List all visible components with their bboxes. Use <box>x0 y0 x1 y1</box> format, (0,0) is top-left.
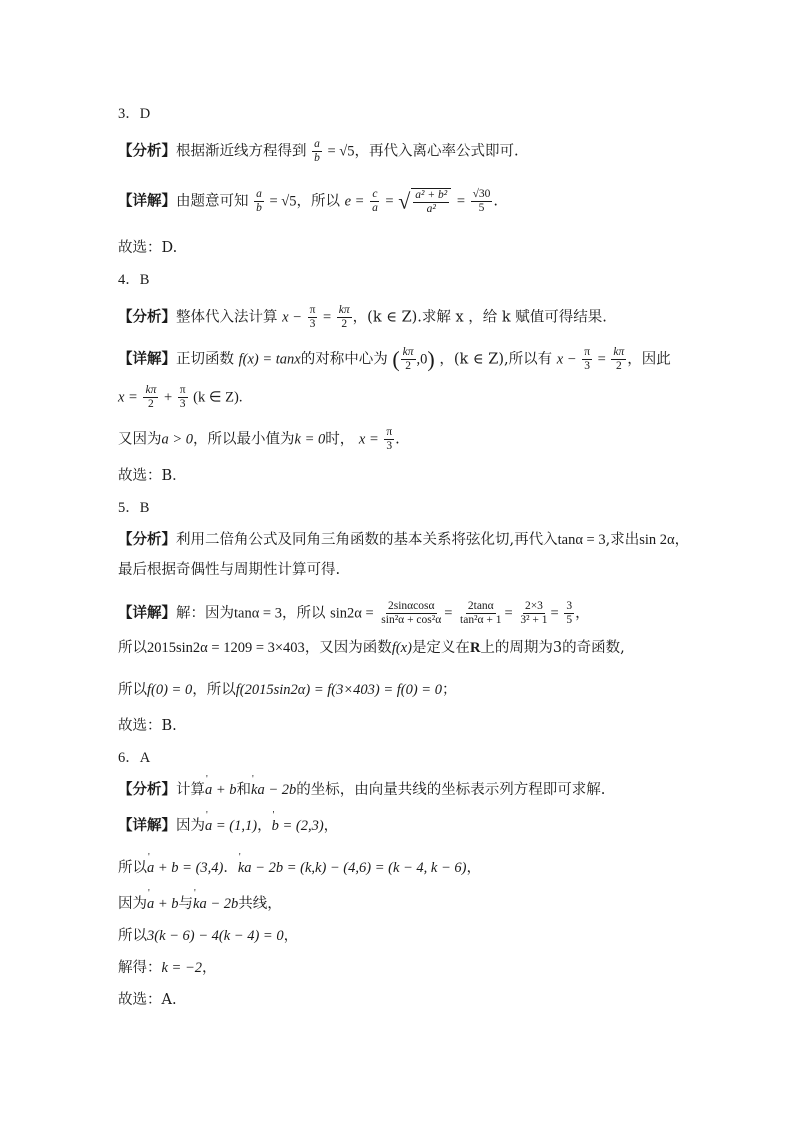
q6-computation: 所以' a + b = (3,4)．' ka − 2b = (k,k) − (4,6) = (k − 4, k − 6)， <box>118 858 481 878</box>
sqrt-radicand: $\frac{\text{a² + b²}}{\text{a²}}$ <box>410 188 452 216</box>
q4-analysis: 【分析】整体代入法计算 x − $\frac{\pi}{3}$ = $\frac{k\pi}{2}$ ，(k ∈ Z).求解 x ，给 k 赋值可得结果. <box>118 304 607 330</box>
q5-analysis-line2: 最后根据奇偶性与周期性计算可得. <box>118 562 341 578</box>
q5-detail: 【详解】解：因为tanα = 3，所以 sin2α = $\frac{2\sin\alpha\cos\alpha}{\text{sin²α + cos²α}}$ = $\frac{2\tan\alpha}{\text{tan²α + 1}}$ = $\frac{2\times 3}{\text{3² + 1}}$ = $\frac{3}{5}$ ， <box>118 600 590 626</box>
q6-collinear: 因为' a + b与' ka − 2b共线， <box>118 894 282 914</box>
q6-detail: 【详解】因为' a = (1,1)，' b = (2,3)， <box>118 816 338 836</box>
q6-analysis: 【分析】计算' a + b和' ka − 2b的坐标，由向量共线的坐标表示列方程即可求解. <box>118 780 605 800</box>
q3-answer: 3．D <box>118 106 151 122</box>
q6-equation: 所以3(k − 6) − 4(k − 4) = 0， <box>118 928 299 944</box>
q3-analysis: 【分析】根据渐近线方程得到 $\frac{a}{b}$ = √5，再代入离心率公式即可. <box>118 138 519 164</box>
q5-analysis: 【分析】利用二倍角公式及同角三角函数的基本关系将弦化切,再代入tanα = 3,求出sin 2α， <box>118 531 690 548</box>
q5-periodic: 所以2015sin2α = 1209 = 3×403，又因为函数f(x)是定义在R上的周期为3的奇函数, <box>118 640 625 656</box>
q3-detail: 【详解】由题意可知 $\frac{a}{b}$ = √5，所以 e = $\frac{c}{a}$ = √ $\frac{\text{a² + b²}}{\text{a²}}$ = $\frac{√30}{5}$ . <box>118 188 499 216</box>
frac-a-over-b: $\frac{a}{b}$ <box>314 138 320 164</box>
q6-answer: 6．A <box>118 750 151 766</box>
q3-choice: 故选：D. <box>118 240 178 256</box>
q6-choice: 故选：A. <box>118 992 177 1008</box>
q4-min-value: 又因为a > 0，所以最小值为k = 0时， x = $\frac{\pi}{3}$ . <box>118 426 400 452</box>
q4-x-solution: x = $\frac{k\pi}{2}$ + $\frac{\pi}{3}$ (k ∈ Z). <box>118 384 243 410</box>
q5-choice: 故选：B. <box>118 718 177 734</box>
q4-answer: 4．B <box>118 272 150 288</box>
q5-result: 所以f(0) = 0，所以f(2015sin2α) = f(3×403) = f(0) = 0； <box>118 682 457 698</box>
q6-solution: 解得：k = −2， <box>118 960 217 976</box>
q4-detail: 【详解】正切函数 f(x) = tanx的对称中心为 ( $\frac{k\pi}{2}$ ,0) ，(k ∈ Z),所以有 x − $\frac{\pi}{3}$ = $\frac{k\pi}{2}$ ，因此 <box>118 346 671 372</box>
q5-answer: 5．B <box>118 500 150 516</box>
q4-choice: 故选：B． <box>118 468 187 484</box>
